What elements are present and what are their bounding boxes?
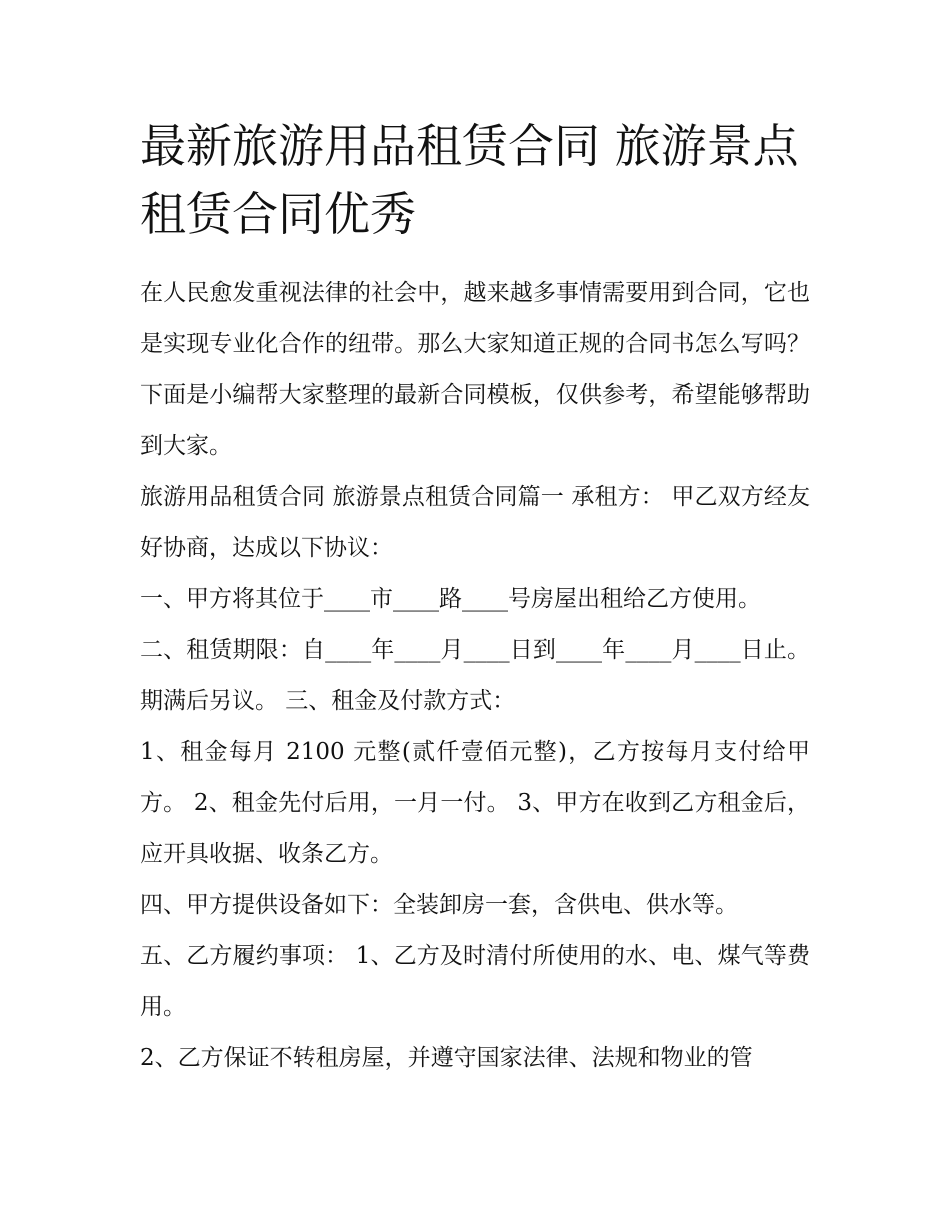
paragraph-intro: 在人民愈发重视法律的社会中，越来越多事情需要用到合同，它也是实现专业化合作的纽带。那么大家知道正规的合同书怎么写吗？下面是小编帮大家整理的最新合同模板，仅供参考，希望能够帮助到大家。 (140, 280, 810, 459)
paragraph-rent-terms: 1、租金每月 2100 元整(贰仟壹佰元整)，乙方按每月支付给甲方。 2、租金先付后用，一月一付。 3、甲方在收到乙方租金后，应开具收据、收条乙方。 (140, 739, 810, 867)
paragraph-contract-header: 旅游用品租赁合同 旅游景点租赁合同篇一 承租方： 甲乙双方经友好协商，达成以下协议： (140, 484, 810, 561)
paragraph-clause-2: 二、租赁期限：自____年____月____日到____年____月____日止。期满后另议。 三、租金及付款方式： (140, 637, 810, 714)
document-page (140, 112, 810, 1084)
paragraph-clause-5-item-2: 2、乙方保证不转租房屋，并遵守国家法律、法规和物业的管 (140, 1045, 753, 1071)
paragraph-clause-4: 四、甲方提供设备如下：全装卸房一套，含供电、供水等。 (140, 892, 738, 918)
document-title: 最新旅游用品租赁合同 旅游景点租赁合同优秀 (140, 119, 799, 241)
paragraph-clause-1: 一、甲方将其位于____市____路____号房屋出租给乙方使用。 (140, 586, 761, 612)
paragraph-clause-5: 五、乙方履约事项： 1、乙方及时清付所使用的水、电、煤气等费用。 (140, 943, 810, 1020)
